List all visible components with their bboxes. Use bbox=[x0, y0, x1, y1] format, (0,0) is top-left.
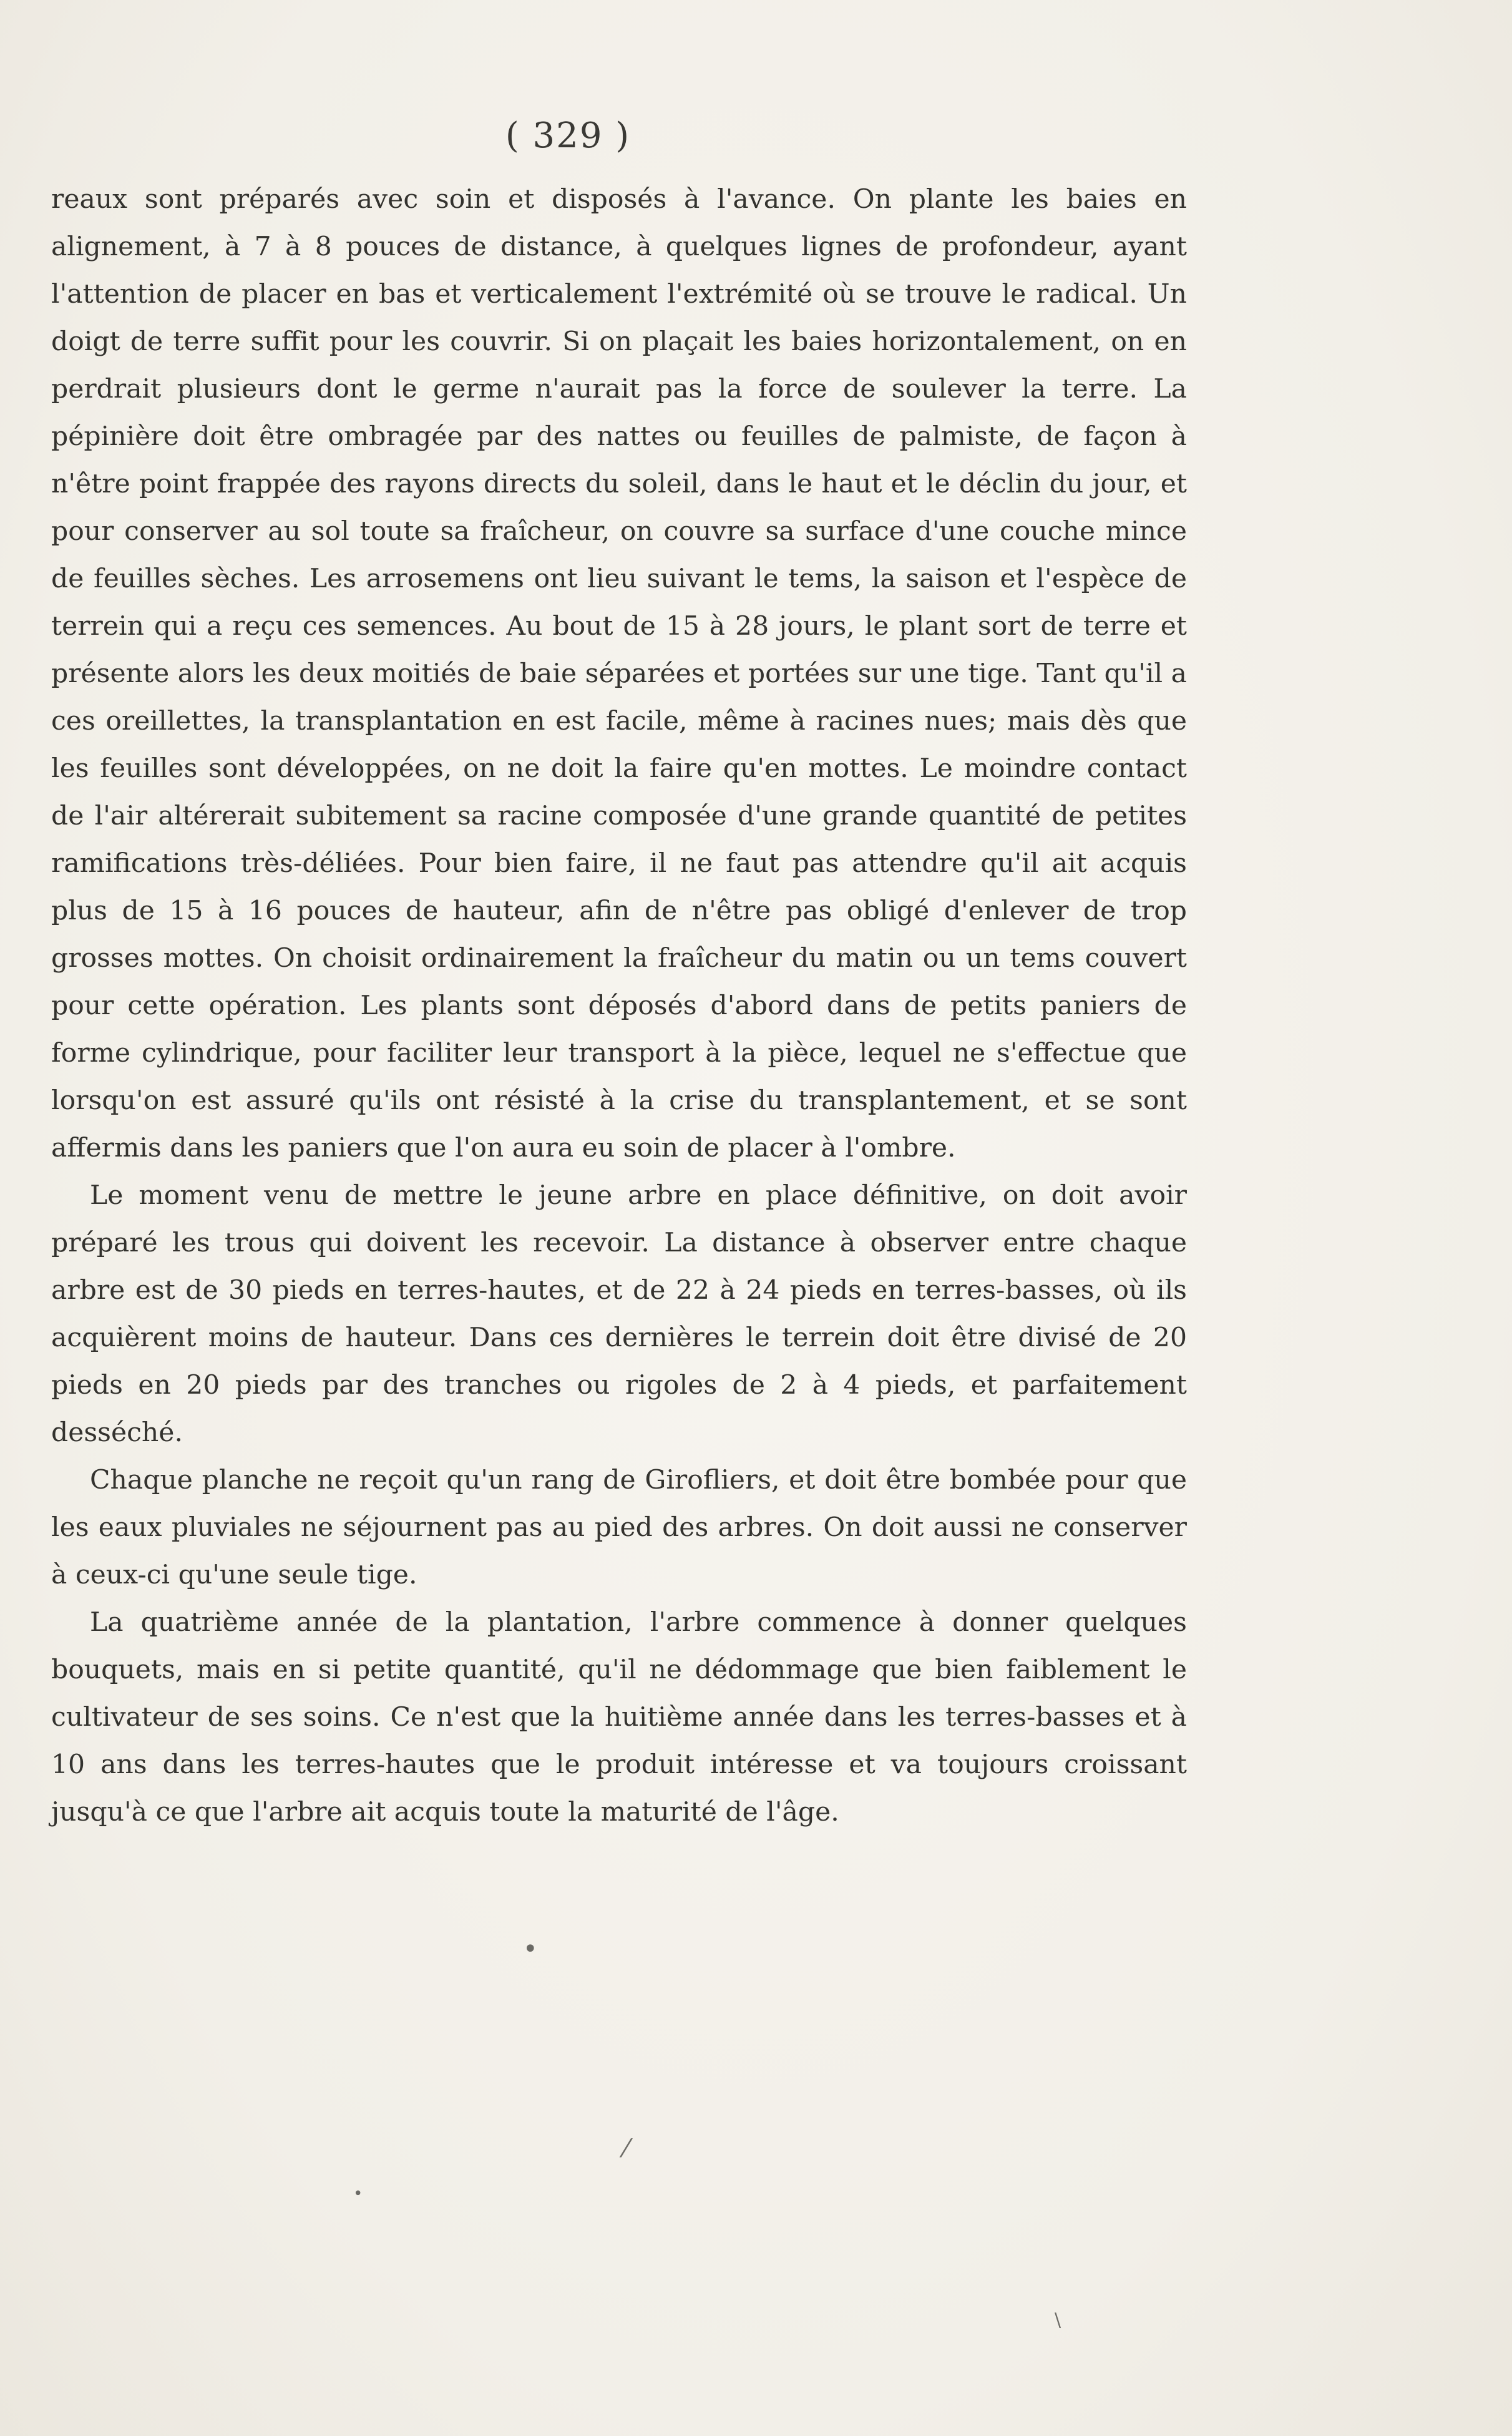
ink-speck: ⁄ bbox=[624, 2135, 628, 2163]
paragraph-4: La quatrième année de la plantation, l'arbre commence à donner quelques bouquets, mais en si petite quantité, qu'il ne dédommage que bien faiblement le cultivateur de ses soins. Ce n'est que la huitième année dans les terres-basses et à 10 ans dans les terres-hautes que le produit intéresse et va toujours croissant jusqu'à ce que l'arbre ait acquis toute la maturité de l'âge. bbox=[51, 1607, 1187, 1827]
ink-speck: • bbox=[353, 2184, 363, 2203]
paragraph-3: Chaque planche ne reçoit qu'un rang de Girofliers, et doit être bombée pour que les eaux pluviales ne séjournent pas au pied des arbres. On doit aussi ne conserver à ceux-ci qu'une seule tige. bbox=[51, 1465, 1187, 1590]
paragraph-1: reaux sont préparés avec soin et disposés à l'avance. On plante les baies en alignement, à 7 à 8 pouces de distance, à quelques lignes de profondeur, ayant l'attention de placer en bas et verticalement l'extrémité où se trouve le radical. Un doigt de terre suffit pour les couvrir. Si on plaçait les baies horizontalement, on en perdrait plusieurs dont le germe n'aurait pas la force de soulever la terre. La pépinière doit être ombragée par des nattes ou feuilles de palmiste, de façon à n'être point frappée des rayons directs du soleil, dans le haut et le déclin du jour, et pour conserver au sol toute sa fraîcheur, on couvre sa surface d'une couche mince de feuilles sèches. Les arrosemens ont lieu suivant le tems, la saison et l'espèce de terrein qui a reçu ces semences. Au bout de 15 à 28 jours, le plant sort de terre et présente alors les deux moitiés de baie séparées et portées sur une tige. Tant qu'il a ces oreillettes, la transplantation en est facile, même à racines nues; mais dès que les feuilles sont développées, on ne doit la faire qu'en mottes. Le moindre contact de l'air altérerait subitement sa racine composée d'une grande quantité de petites ramifications très-déliées. Pour bien faire, il ne faut pas attendre qu'il ait acquis plus de 15 à 16 pouces de hauteur, afin de n'être pas obligé d'enlever de trop grosses mottes. On choisit ordinairement la fraîcheur du matin ou un tems couvert pour cette opération. Les plants sont déposés d'abord dans de petits paniers de forme cylindrique, pour faciliter leur transport à la pièce, lequel ne s'effectue que lorsqu'on est assuré qu'ils ont résisté à la crise du transplantement, et se sont affermis dans les paniers que l'on aura eu soin de placer à l'ombre. bbox=[51, 184, 1187, 1163]
ink-speck: • bbox=[523, 1935, 538, 1964]
body-text bbox=[51, 176, 1187, 1836]
page-number: ( 329 ) bbox=[505, 115, 631, 156]
paragraph-2: Le moment venu de mettre le jeune arbre en place définitive, on doit avoir préparé les trous qui doivent les recevoir. La distance à observer entre chaque arbre est de 30 pieds en terres-hautes, et de 22 à 24 pieds en terres-basses, où ils acquièrent moins de hauteur. Dans ces dernières le terrein doit être divisé de 20 pieds en 20 pieds par des tranches ou rigoles de 2 à 4 pieds, et parfaitement desséché. bbox=[51, 1180, 1187, 1448]
ink-speck: \ bbox=[1055, 2309, 1061, 2331]
